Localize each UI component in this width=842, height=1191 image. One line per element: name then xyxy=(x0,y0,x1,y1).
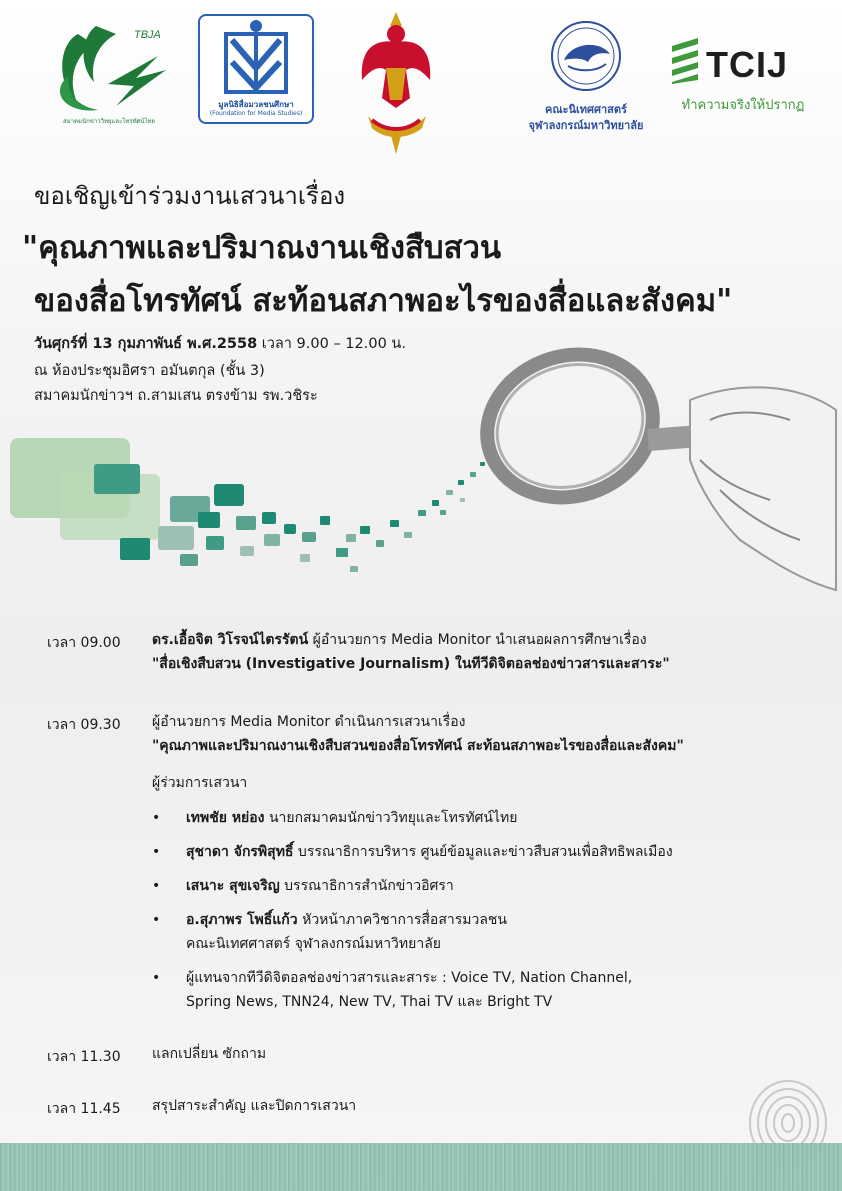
garuda-emblem xyxy=(356,8,436,158)
speaker-role: ผู้อำนวยการ Media Monitor นำเสนอผลการศึกษาเรื่อง xyxy=(308,632,647,648)
data-squares-graphic xyxy=(10,438,485,572)
speaker-name: ดร.เอื้อจิต วิโรจน์ไตรรัตน์ xyxy=(152,632,309,648)
participant-role: บรรณาธิการสำนักข่าวอิศรา xyxy=(279,878,454,894)
commarts-line1: คณะนิเทศศาสตร์ xyxy=(545,103,627,116)
participant-role-line2: คณะนิเทศศาสตร์ จุฬาลงกรณ์มหาวิทยาลัย xyxy=(186,936,441,952)
bullet-icon: • xyxy=(152,844,161,860)
agenda-time: เวลา 09.00 xyxy=(47,635,121,651)
panel-topic: "คุณภาพและปริมาณงานเชิงสืบสวนของสื่อโทรทัศน์ สะท้อนสภาพอะไรของสื่อและสังคม" xyxy=(152,738,684,754)
event-title-line2: ของสื่อโทรทัศน์ สะท้อนสภาพอะไรของสื่อและสังคม" xyxy=(34,283,733,319)
commarts-line2: จุฬาลงกรณ์มหาวิทยาลัย xyxy=(528,119,644,132)
svg-text:TBJA: TBJA xyxy=(134,29,161,41)
tbja-caption: สมาคมนักข่าววิทยุและโทรทัศน์ไทย xyxy=(63,118,155,125)
agenda-desc: แลกเปลี่ยน ซักถาม xyxy=(152,1046,267,1062)
event-date: วันศุกร์ที่ 13 กุมภาพันธ์ พ.ศ.2558 xyxy=(34,336,258,352)
participant-role: ผู้แทนจากทีวีดิจิตอลช่องข่าวสารและสาระ : Voice TV, Nation Channel, xyxy=(186,970,633,986)
bullet-icon: • xyxy=(152,810,161,826)
magnifying-glass-graphic xyxy=(468,340,836,590)
participant-name: อ.สุภาพร โพธิ์แก้ว xyxy=(186,912,298,928)
event-title-line1: "คุณภาพและปริมาณงานเชิงสืบสวน xyxy=(22,230,502,266)
tbja-logo xyxy=(38,14,168,134)
tcij-tagline: ทำความจริงให้ปรากฏ xyxy=(681,98,805,113)
commarts-logo xyxy=(516,18,656,138)
bullet-icon: • xyxy=(152,912,161,928)
participant-role: นายกสมาคมนักข่าววิทยุและโทรทัศน์ไทย xyxy=(264,810,518,826)
event-time: เวลา 9.00 – 12.00 น. xyxy=(257,336,406,352)
agenda-desc xyxy=(152,628,812,676)
invitation-intro: ขอเชิญเข้าร่วมงานเสวนาเรื่อง xyxy=(34,182,346,210)
tcij-wordmark: TCIJ xyxy=(706,44,789,85)
tcij-logo xyxy=(668,34,818,134)
agenda-time: เวลา 09.30 xyxy=(47,717,121,733)
agenda-desc: สรุปสาระสำคัญ และปิดการเสวนา xyxy=(152,1098,357,1114)
mfs-name-en: (Foundation for Media Studies) xyxy=(209,110,303,117)
venue-line2: สมาคมนักข่าวฯ ถ.สามเสน ตรงข้าม รพ.วชิระ xyxy=(34,388,318,404)
participant-role-line2: Spring News, TNN24, New TV, Thai TV และ Bright TV xyxy=(186,994,553,1010)
logo-row xyxy=(28,14,818,164)
participant-name: เสนาะ สุขเจริญ xyxy=(186,878,280,894)
moderator-line: ผู้อำนวยการ Media Monitor ดำเนินการเสวนาเรื่อง xyxy=(152,714,466,730)
illustration xyxy=(0,340,842,610)
mfs-name-th: มูลนิธิสื่อมวลชนศึกษา xyxy=(218,100,294,109)
study-topic: "สื่อเชิงสืบสวน (Investigative Journalism) ในทีวีดิจิตอลช่องข่าวสารและสาระ" xyxy=(152,656,670,672)
participant-role: บรรณาธิการบริหาร ศูนย์ข้อมูลและข่าวสืบสวนเพื่อสิทธิพลเมือง xyxy=(293,844,673,860)
participants-label: ผู้ร่วมการเสวนา xyxy=(152,775,248,791)
venue-line1: ณ ห้องประชุมอิศรา อมันตกุล (ชั้น 3) xyxy=(34,363,265,379)
participant-name: เทพชัย หย่อง xyxy=(186,810,265,826)
agenda-time: เวลา 11.30 xyxy=(47,1049,121,1065)
bottom-band xyxy=(0,1143,842,1191)
agenda-desc xyxy=(152,710,812,758)
participant-name: สุชาดา จักรพิสุทธิ์ xyxy=(186,844,294,860)
bullet-icon: • xyxy=(152,970,161,986)
agenda-time: เวลา 11.45 xyxy=(47,1101,121,1117)
participant-role: หัวหน้าภาควิชาการสื่อสารมวลชน xyxy=(297,912,507,928)
mfs-logo xyxy=(198,14,314,124)
bullet-icon: • xyxy=(152,878,161,894)
